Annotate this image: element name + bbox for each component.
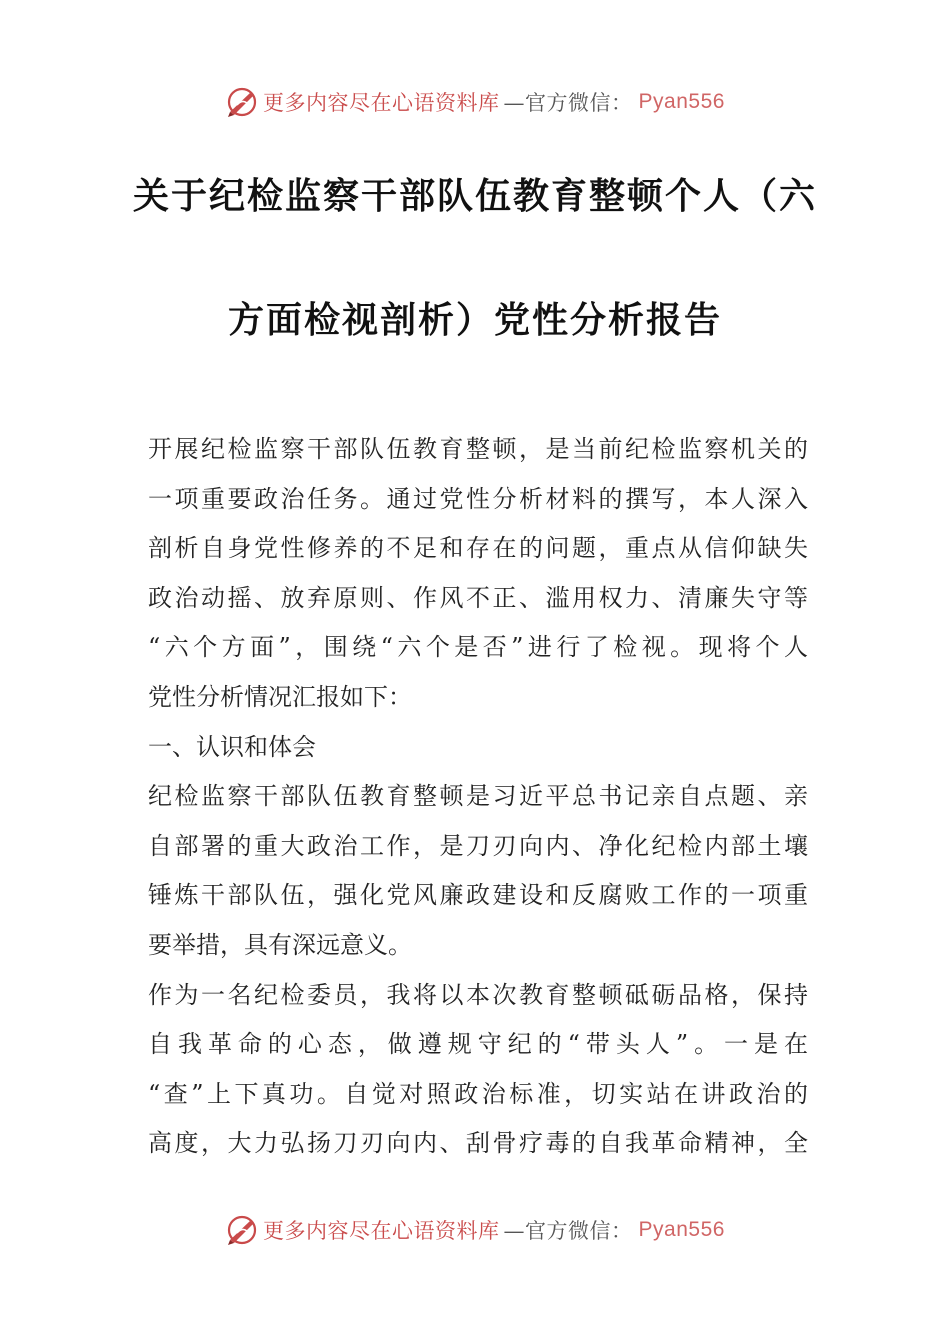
body-line: 作为一名纪检委员，我将以本次教育整顿砥砺品格，保持 [148,980,808,1009]
body-line: 要举措，具有深远意义。 [148,930,412,959]
body-line: 一项重要政治任务。通过党性分析材料的撰写，本人深入 [148,484,808,513]
body-line: 自部署的重大政治工作，是刀刃向内、净化纪检内部土壤 [148,831,808,860]
pen-circle-icon [225,85,259,119]
body-line: 开展纪检监察干部队伍教育整顿，是当前纪检监察机关的 [148,435,808,463]
body-line: 锤炼干部队伍，强化党风廉政建设和反腐败工作的一项重 [148,881,808,910]
document-body [148,425,808,1169]
section-heading: 一、认识和体会 [148,732,316,761]
body-line: 自我革命的心态，做遵规守纪的“带头人”。一是在 [148,1030,808,1059]
body-line: “查”上下真功。自觉对照政治标准，切实站在讲政治的 [148,1079,808,1108]
body-line: 高度，大力弘扬刀刃向内、刮骨疗毒的自我革命精神，全 [148,1129,808,1158]
body-line: 政治动摇、放弃原则、作风不正、滥用权力、清廉失守等 [148,583,808,612]
header-watermark [0,82,950,122]
body-line: 党性分析情况汇报如下： [148,682,412,711]
body-line: 剖析自身党性修养的不足和存在的问题，重点从信仰缺失 [148,534,808,563]
watermark-wechat-label: —官方微信： [503,1219,633,1243]
document-title-line-2: 方面检视剖析）党性分析报告 [227,300,722,341]
watermark-wechat-label: —官方微信： [503,91,633,115]
watermark-wechat-id: Pyan556 [638,90,725,113]
watermark-wechat-id: Pyan556 [638,1218,725,1241]
watermark-site-text: 更多内容尽在心语资料库 [263,1219,500,1243]
footer-watermark [0,1210,950,1250]
body-line: 纪检监察干部队伍教育整顿是习近平总书记亲自点题、亲 [148,782,808,811]
watermark-site-text: 更多内容尽在心语资料库 [263,91,500,115]
body-line: “六个方面”，围绕“六个是否”进行了检视。现将个人 [148,633,808,662]
document-title-line-1: 关于纪检监察干部队伍教育整顿个人（六 [132,176,817,217]
pen-circle-icon [225,1213,259,1247]
